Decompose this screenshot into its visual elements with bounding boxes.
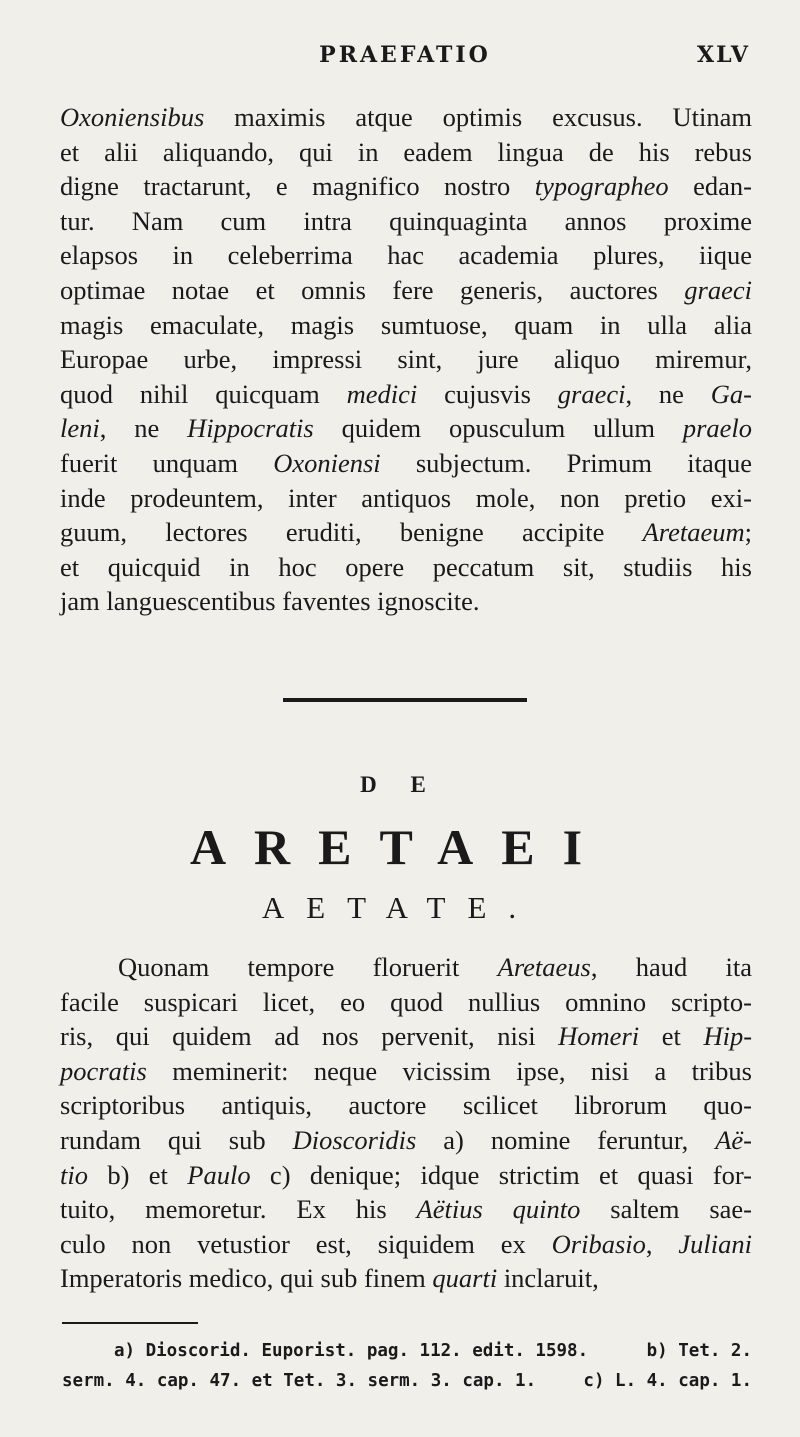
text-run: edan- (668, 171, 752, 202)
text-run: cujusvis (417, 378, 558, 409)
text-run: rundam qui sub (60, 1124, 293, 1155)
text-run: , ne (99, 413, 188, 444)
text-run: tur. Nam cum intra quinquaginta annos proxime (60, 205, 752, 236)
italic-text: typographeo (534, 171, 669, 202)
text-run: magis emaculate, magis sumtuose, quam in ulla alia (60, 309, 752, 340)
text-run: maximis atque optimis excusus. Utinam (204, 102, 752, 132)
text-run: digne tractarunt, e magnifico nostro (60, 171, 535, 202)
text-line (60, 446, 752, 481)
text-line (60, 1227, 752, 1262)
preface-closing-paragraph (60, 100, 752, 619)
footnote-c: c) L. 4. cap. 1. (583, 1371, 752, 1391)
italic-text: Paulo (187, 1159, 251, 1190)
text-line (60, 273, 752, 308)
text-run: meminerit: neque vicissim ipse, nisi a tribus (146, 1055, 752, 1086)
footnote-line-2 (62, 1366, 752, 1396)
text-run: ; (744, 517, 752, 548)
text-run: saltem sae- (580, 1194, 753, 1225)
section-title-sub: AETATE. (261, 890, 539, 925)
italic-text: Aretaeum (642, 517, 745, 548)
text-line (60, 238, 752, 273)
text-line (60, 411, 752, 446)
text-run: jam languescentibus faventes ignoscite. (60, 586, 480, 617)
text-line (60, 169, 752, 204)
footnote-a: a) Dioscorid. Euporist. pag. 112. edit. 1598. (114, 1341, 589, 1361)
text-run: fuerit unquam (60, 447, 274, 478)
text-line (60, 481, 752, 516)
italic-text: Dioscoridis (292, 1124, 417, 1155)
italic-text: Hip- (703, 1021, 753, 1052)
text-run: quod nihil quicquam (60, 378, 347, 409)
italic-text: quarti (432, 1263, 498, 1294)
text-run: et quicquid in hoc opere peccatum sit, studiis his (60, 551, 752, 582)
italic-text: tio (60, 1159, 88, 1190)
aretaeus-age-paragraph (60, 950, 752, 1296)
italic-text: Aëtius quinto (416, 1194, 581, 1225)
text-line (60, 584, 752, 619)
text-run: facile suspicari licet, eo quod nullius omnino scripto- (60, 986, 752, 1017)
italic-text: Oxoniensi (273, 447, 381, 478)
text-run: guum, lectores eruditi, benigne accipite (60, 517, 643, 548)
text-run: inde prodeuntem, inter antiquos mole, non pretio exi- (60, 482, 752, 513)
text-line (60, 342, 752, 377)
text-line (60, 1158, 752, 1193)
text-line (60, 1261, 752, 1296)
italic-text: Aë- (715, 1124, 752, 1155)
footnote-b-continued: serm. 4. cap. 47. et Tet. 3. serm. 3. cap. 1. (62, 1371, 537, 1391)
italic-text: Aretaeus (497, 952, 591, 982)
italic-text: graeci (684, 274, 752, 305)
footnote-line-1 (62, 1336, 752, 1366)
text-line (60, 1019, 752, 1054)
text-line (60, 1123, 752, 1158)
italic-text: Oribasio (551, 1228, 646, 1259)
running-title: PRAEFATIO (319, 42, 491, 68)
text-run: Europae urbe, impressi sint, jure aliquo miremur, (60, 344, 752, 375)
text-run: quidem opusculum ullum (313, 413, 683, 444)
section-title-main: ARETAEI (189, 819, 611, 875)
text-line (60, 204, 752, 239)
text-run: inclaruit, (497, 1263, 599, 1294)
text-line (60, 1088, 752, 1123)
text-line (60, 1192, 752, 1227)
text-run: , (645, 1228, 679, 1259)
text-run: , haud ita (590, 952, 752, 982)
text-run: subjectum. Primum itaque (380, 447, 753, 478)
italic-text: praelo (682, 413, 753, 444)
text-run: culo non vetustior est, siquidem ex (60, 1228, 552, 1259)
text-line (60, 985, 752, 1020)
italic-text: graeci (557, 378, 626, 409)
text-run: , ne (625, 378, 711, 409)
italic-text: medici (346, 378, 418, 409)
italic-text: Juliani (678, 1228, 752, 1259)
text-run: et (639, 1021, 704, 1052)
text-line (60, 515, 752, 550)
text-run: a) nomine feruntur, (416, 1124, 716, 1155)
text-line (60, 308, 752, 343)
text-line (60, 100, 752, 135)
italic-text: Hippocratis (187, 413, 314, 444)
text-line (60, 950, 752, 985)
page-header (60, 38, 750, 74)
italic-text: Homeri (558, 1021, 640, 1052)
italic-text: pocratis (60, 1055, 147, 1086)
text-run: elapsos in celeberrima hac academia plures, iique (60, 240, 752, 271)
text-run: tuito, memoretur. Ex his (60, 1194, 417, 1225)
text-line (60, 377, 752, 412)
text-run: Quonam tempore floruerit (118, 952, 498, 982)
page-number: XLV (697, 42, 750, 68)
text-run: optimae notae et omnis fere generis, auctores (60, 274, 685, 305)
text-line (60, 1054, 752, 1089)
text-run: Imperatoris medico, qui sub finem (60, 1263, 433, 1294)
footnote-rule (62, 1322, 198, 1324)
text-run: scriptoribus antiquis, auctore scilicet librorum quo- (60, 1090, 752, 1121)
text-run: ris, qui quidem ad nos pervenit, nisi (60, 1021, 559, 1052)
section-divider-rule (283, 698, 527, 702)
footnote-b: b) Tet. 2. (646, 1341, 752, 1361)
text-run: et alii aliquando, qui in eadem lingua de his rebus (60, 136, 752, 167)
footnotes (62, 1336, 752, 1396)
text-line (60, 550, 752, 585)
text-run: c) denique; idque strictim et quasi for- (250, 1159, 752, 1190)
section-title-de: D E (360, 772, 440, 797)
italic-text: leni (60, 413, 100, 444)
text-run: b) et (87, 1159, 188, 1190)
italic-text: Ga- (710, 378, 752, 409)
italic-text: Oxoniensibus (60, 102, 205, 132)
text-line (60, 135, 752, 170)
